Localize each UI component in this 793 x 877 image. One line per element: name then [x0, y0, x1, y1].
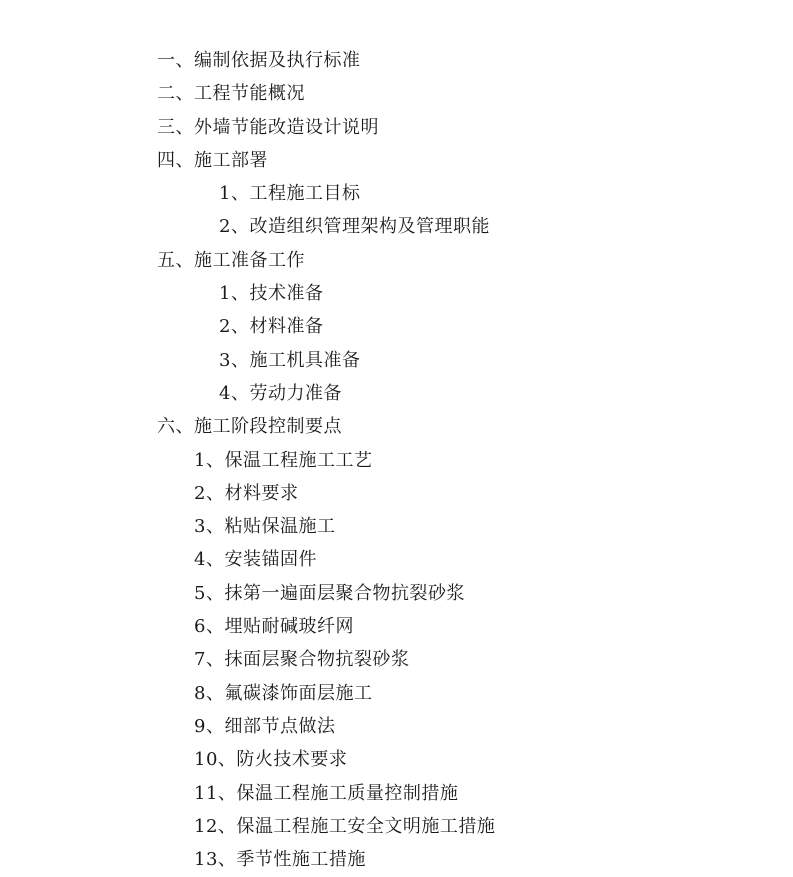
toc-entry: 5、抹第一遍面层聚合物抗裂砂浆 [194, 582, 465, 604]
cropped-title-fragment [372, 0, 442, 2]
toc-entry: 4、安装锚固件 [194, 549, 317, 571]
toc-entry: 12、保温工程施工安全文明施工措施 [194, 815, 496, 837]
toc-entry: 6、埋贴耐碱玻纤网 [194, 616, 354, 638]
toc-entry: 一、编制依据及执行标准 [157, 50, 361, 71]
toc-entry: 4、劳动力准备 [219, 382, 342, 404]
toc-entry: 1、技术准备 [219, 283, 324, 305]
table-of-contents [0, 44, 793, 876]
toc-entry: 3、施工机具准备 [219, 349, 361, 371]
toc-entry: 2、改造组织管理架构及管理职能 [219, 216, 490, 238]
toc-entry: 五、施工准备工作 [157, 249, 305, 271]
toc-entry: 11、保温工程施工质量控制措施 [194, 782, 459, 804]
toc-entry: 13、季节性施工措施 [194, 849, 366, 871]
toc-entry: 2、材料要求 [194, 482, 299, 504]
toc-entry: 9、细部节点做法 [194, 715, 336, 737]
toc-entry: 7、抹面层聚合物抗裂砂浆 [194, 649, 410, 671]
toc-entry: 2、材料准备 [219, 316, 324, 338]
toc-entry: 8、氟碳漆饰面层施工 [194, 682, 373, 704]
toc-entry: 三、外墙节能改造设计说明 [157, 116, 379, 138]
toc-entry: 1、工程施工目标 [219, 183, 361, 205]
toc-entry: 二、工程节能概况 [157, 83, 305, 105]
toc-entry: 四、施工部署 [157, 149, 268, 171]
toc-entry: 3、粘贴保温施工 [194, 516, 336, 538]
toc-entry: 六、施工阶段控制要点 [157, 416, 342, 438]
toc-entry: 10、防火技术要求 [194, 749, 348, 771]
toc-entry: 1、保温工程施工工艺 [194, 449, 373, 471]
